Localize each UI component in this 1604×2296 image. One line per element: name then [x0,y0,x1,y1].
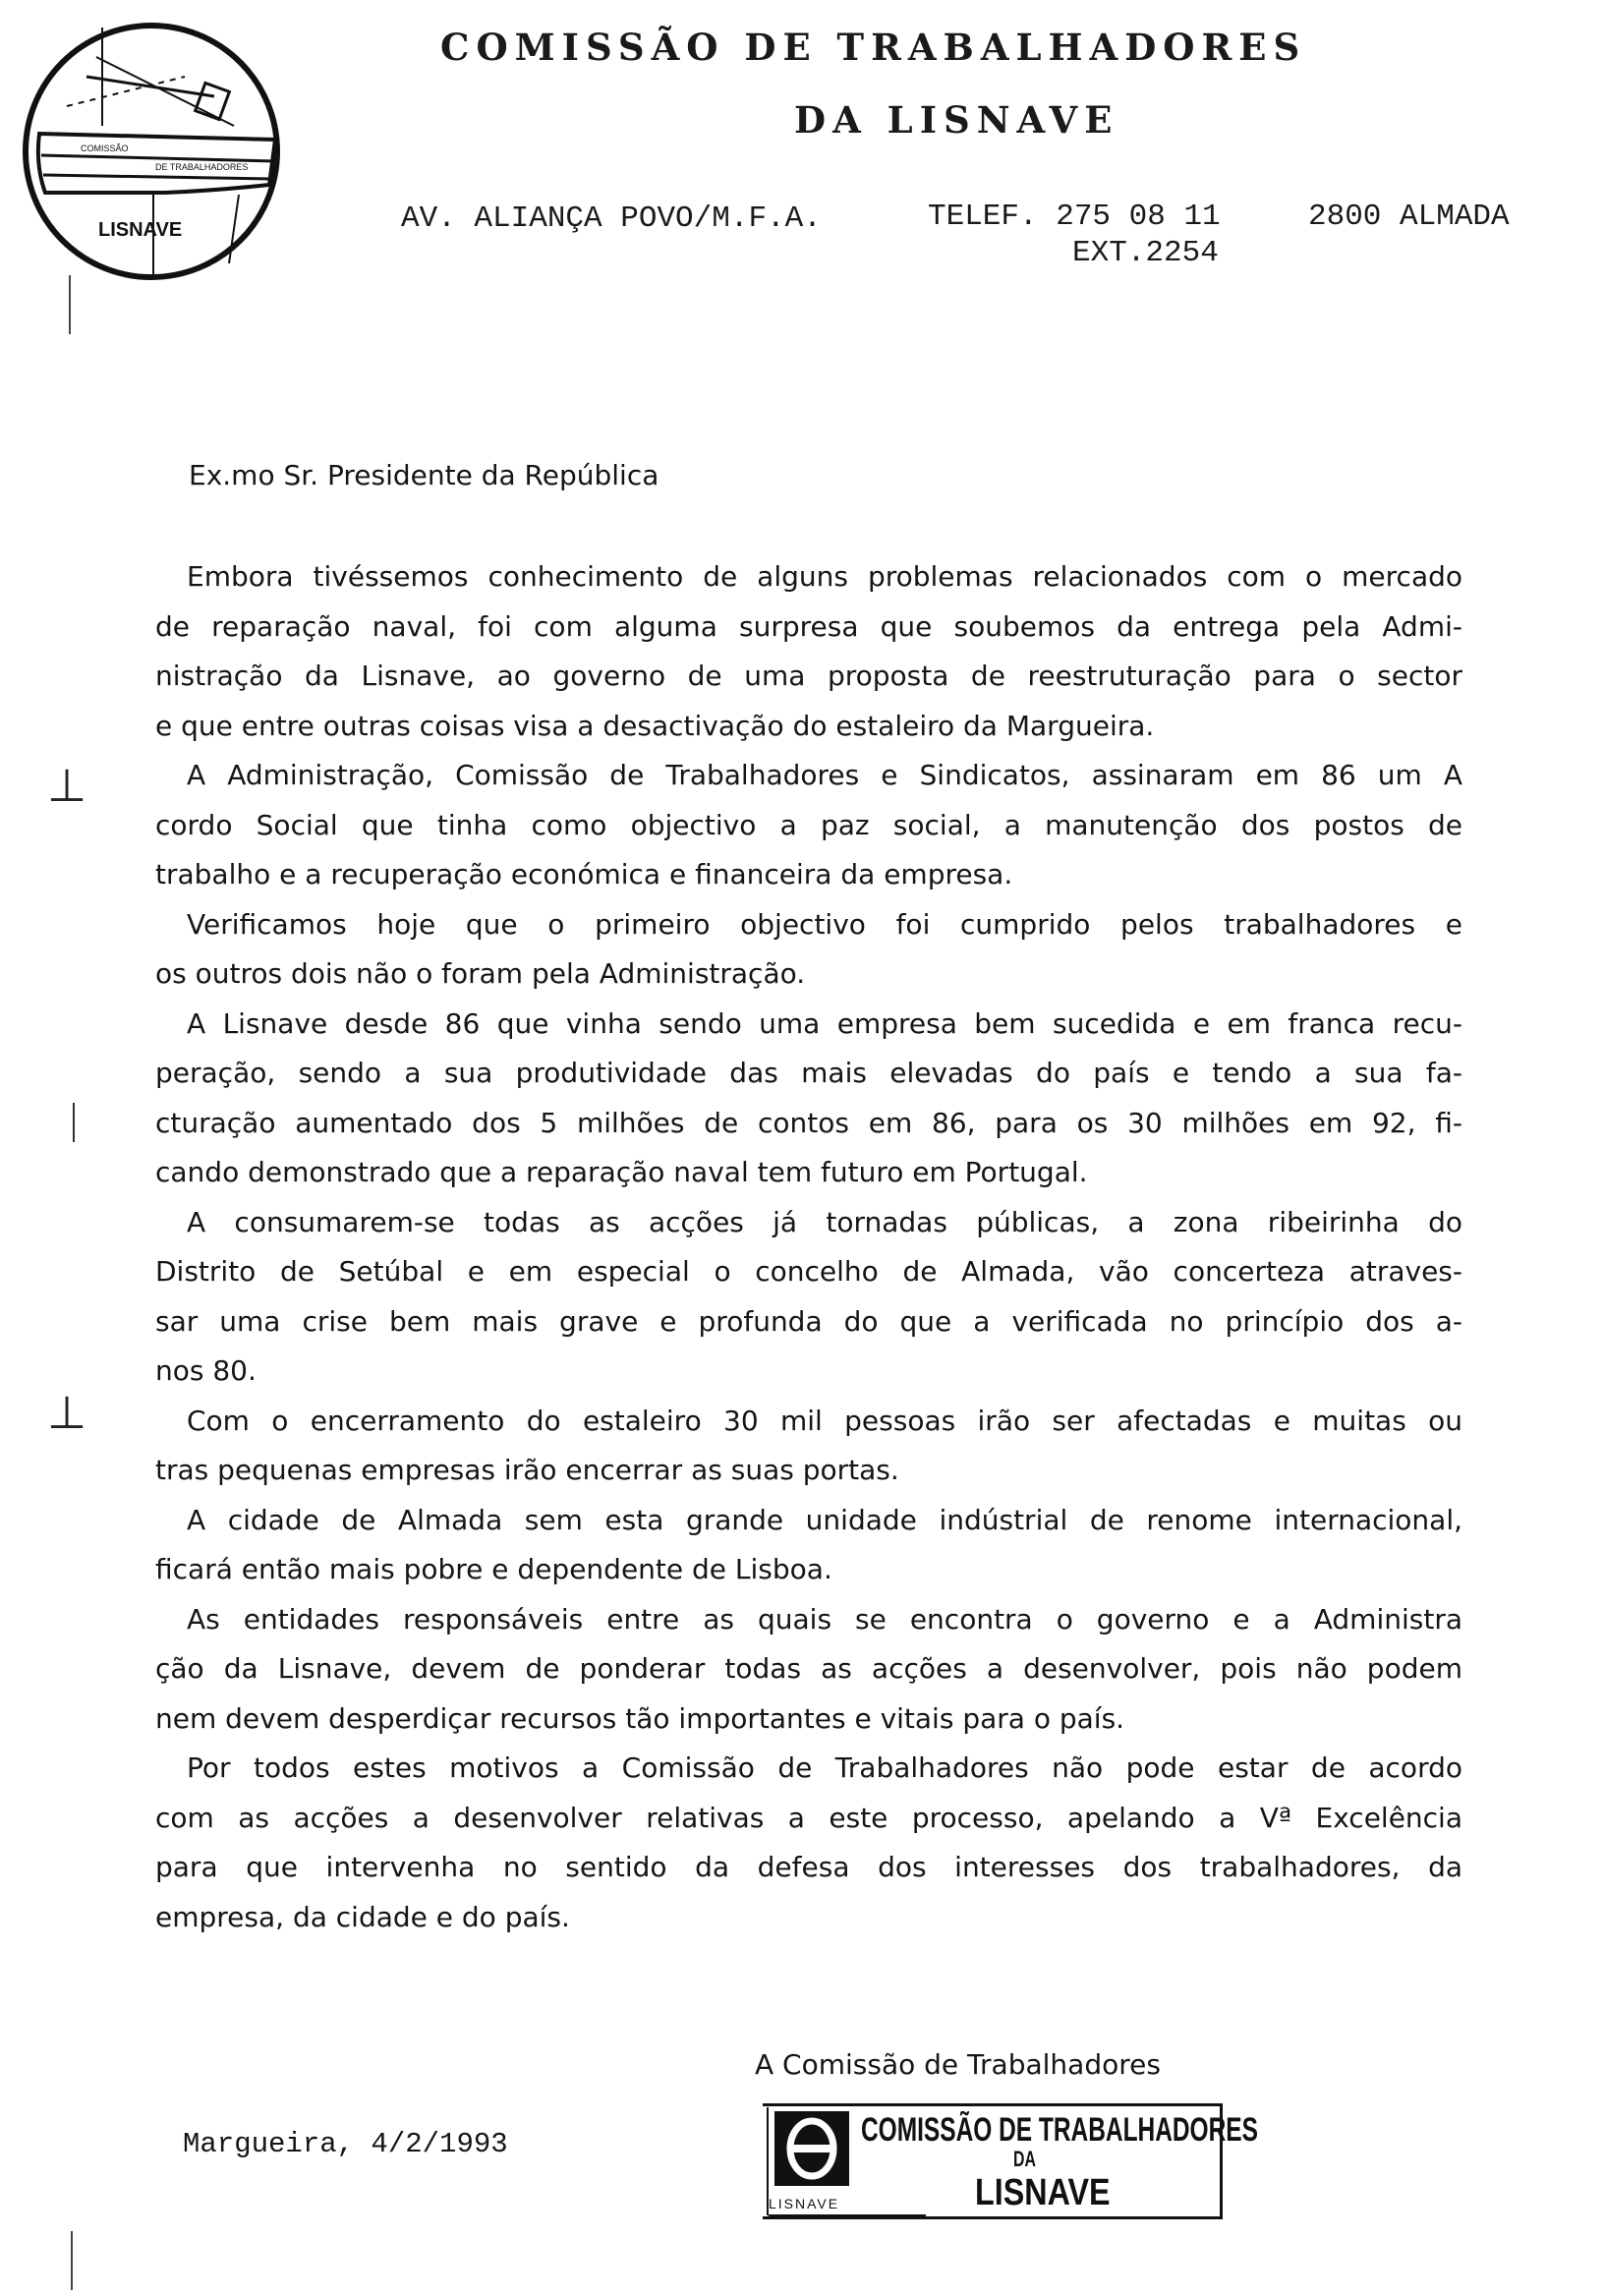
paragraph-line: A cidade de Almada sem esta grande unidade indústrial de renome internacional, [187,1503,1462,1536]
paragraph-line: de reparação naval, foi com alguma surpresa que soubemos da entrega pela Admi- [155,609,1462,643]
letterhead-extension: EXT.2254 [1072,236,1219,270]
paragraph-line: cturação aumentado dos 5 milhões de contos em 86, para os 30 milhões em 92, fi- [155,1106,1462,1139]
paragraph [155,1595,1462,1745]
letterhead-address: AV. ALIANÇA POVO/M.F.A. [401,201,822,236]
letterhead-title-line2: DA LISNAVE [794,98,1119,142]
letterhead-phone: TELEF. 275 08 11 [928,200,1221,234]
signature-caption: A Comissão de Trabalhadores [755,2048,1161,2081]
letterhead-city: 2800 ALMADA [1308,200,1510,234]
margin-mark-icon: ⊥ [47,1386,87,1439]
paragraph-list [155,552,1462,1942]
paragraph [155,1496,1462,1595]
paragraph-line: A Lisnave desde 86 que vinha sendo uma empresa bem sucedida e em franca recu- [187,1006,1462,1040]
paragraph [155,1744,1462,1942]
paragraph-line: para que intervenha no sentido da defesa dos interesses dos trabalhadores, da [155,1851,1462,1883]
paragraph-line: Embora tivéssemos conhecimento de alguns problemas relacionados com o mercado [187,560,1462,593]
paragraph-line: Distrito de Setúbal e em especial o concelho de Almada, vão concerteza atraves- [155,1255,1462,1288]
letterhead-edge-line [69,275,71,334]
letterhead-title-line1: COMISSÃO DE TRABALHADORES [440,26,1307,69]
paragraph-line: trabalho e a recuperação económica e financeira da empresa. [155,858,1013,890]
paragraph-line: A Administração, Comissão de Trabalhadores e Sindicatos, assinaram em 86 um A [187,759,1462,791]
salutation: Ex.mo Sr. Presidente da República [189,459,659,491]
paragraph [155,552,1462,751]
paragraph-line: peração, sendo a sua produtividade das mais elevadas do país e tendo a sua fa- [155,1057,1462,1089]
bottom-edge-line [71,2231,73,2290]
stamp-line2: DA [1013,2147,1036,2171]
margin-mark-icon: ⊥ [47,759,87,812]
paragraph [155,1000,1462,1198]
paragraph [155,900,1462,1000]
paragraph [155,1397,1462,1496]
paragraph-line: os outros dois não o foram pela Administração. [155,957,806,990]
paragraph-line: nem devem desperdiçar recursos tão importantes e vitais para o país. [155,1701,1125,1735]
stamp-logo-icon [773,2109,851,2188]
stamp-small-label: LISNAVE [769,2196,840,2211]
paragraph-line: nos 80. [155,1354,257,1387]
paragraph-line: Com o encerramento do estaleiro 30 mil pessoas irão ser afectadas e muitas ou [187,1404,1462,1437]
margin-line-mark [73,1103,75,1142]
paragraph-line: ção da Lisnave, devem de ponderar todas as acções a desenvolver, pois não podem [155,1652,1462,1685]
logo-text-bottom: LISNAVE [98,219,183,241]
ship-logo-icon [18,18,285,285]
stamp-line3: LISNAVE [975,2172,1111,2213]
paragraph-line: cando demonstrado que a reparação naval tem futuro em Portugal. [155,1156,1088,1188]
letter-body [155,552,1462,1942]
paragraph-line: com as acções a desenvolver relativas a este processo, apelando a Vª Excelência [155,1801,1462,1834]
paragraph-line: sar uma crise bem mais grave e profunda do que a verificada no princípio dos a- [155,1304,1462,1338]
paragraph [155,751,1462,900]
paragraph-line: A consumarem-se todas as acções já tornadas públicas, a zona ribeirinha do [187,1205,1462,1238]
paragraph-line: Verificamos hoje que o primeiro objectivo foi cumprido pelos trabalhadores e [187,907,1462,941]
paragraph-line: cordo Social que tinha como objectivo a paz social, a manutenção dos postos de [155,808,1462,841]
stamp-underline [769,2214,926,2216]
date-line: Margueira, 4/2/1993 [183,2128,508,2160]
paragraph-line: tras pequenas empresas irão encerrar as suas portas. [155,1454,899,1486]
official-stamp [763,2103,1258,2221]
paragraph [155,1198,1462,1397]
stamp-line1: COMISSÃO DE TRABALHADORES [861,2111,1258,2149]
paragraph-line: nistração da Lisnave, ao governo de uma proposta de reestruturação para o sector [155,660,1462,692]
paragraph-line: empresa, da cidade e do país. [155,1900,570,1933]
paragraph-line: Por todos estes motivos a Comissão de Trabalhadores não pode estar de acordo [187,1751,1462,1784]
paragraph-line: e que entre outras coisas visa a desactivação do estaleiro da Margueira. [155,709,1155,742]
logo-text-top: COMISSÃO [81,144,129,153]
paragraph-line: As entidades responsáveis entre as quais se encontra o governo e a Administra [187,1602,1462,1636]
paragraph-line: ficará então mais pobre e dependente de Lisboa. [155,1553,832,1585]
logo-text-band: DE TRABALHADORES [155,162,249,172]
letterhead-logo [18,18,285,285]
